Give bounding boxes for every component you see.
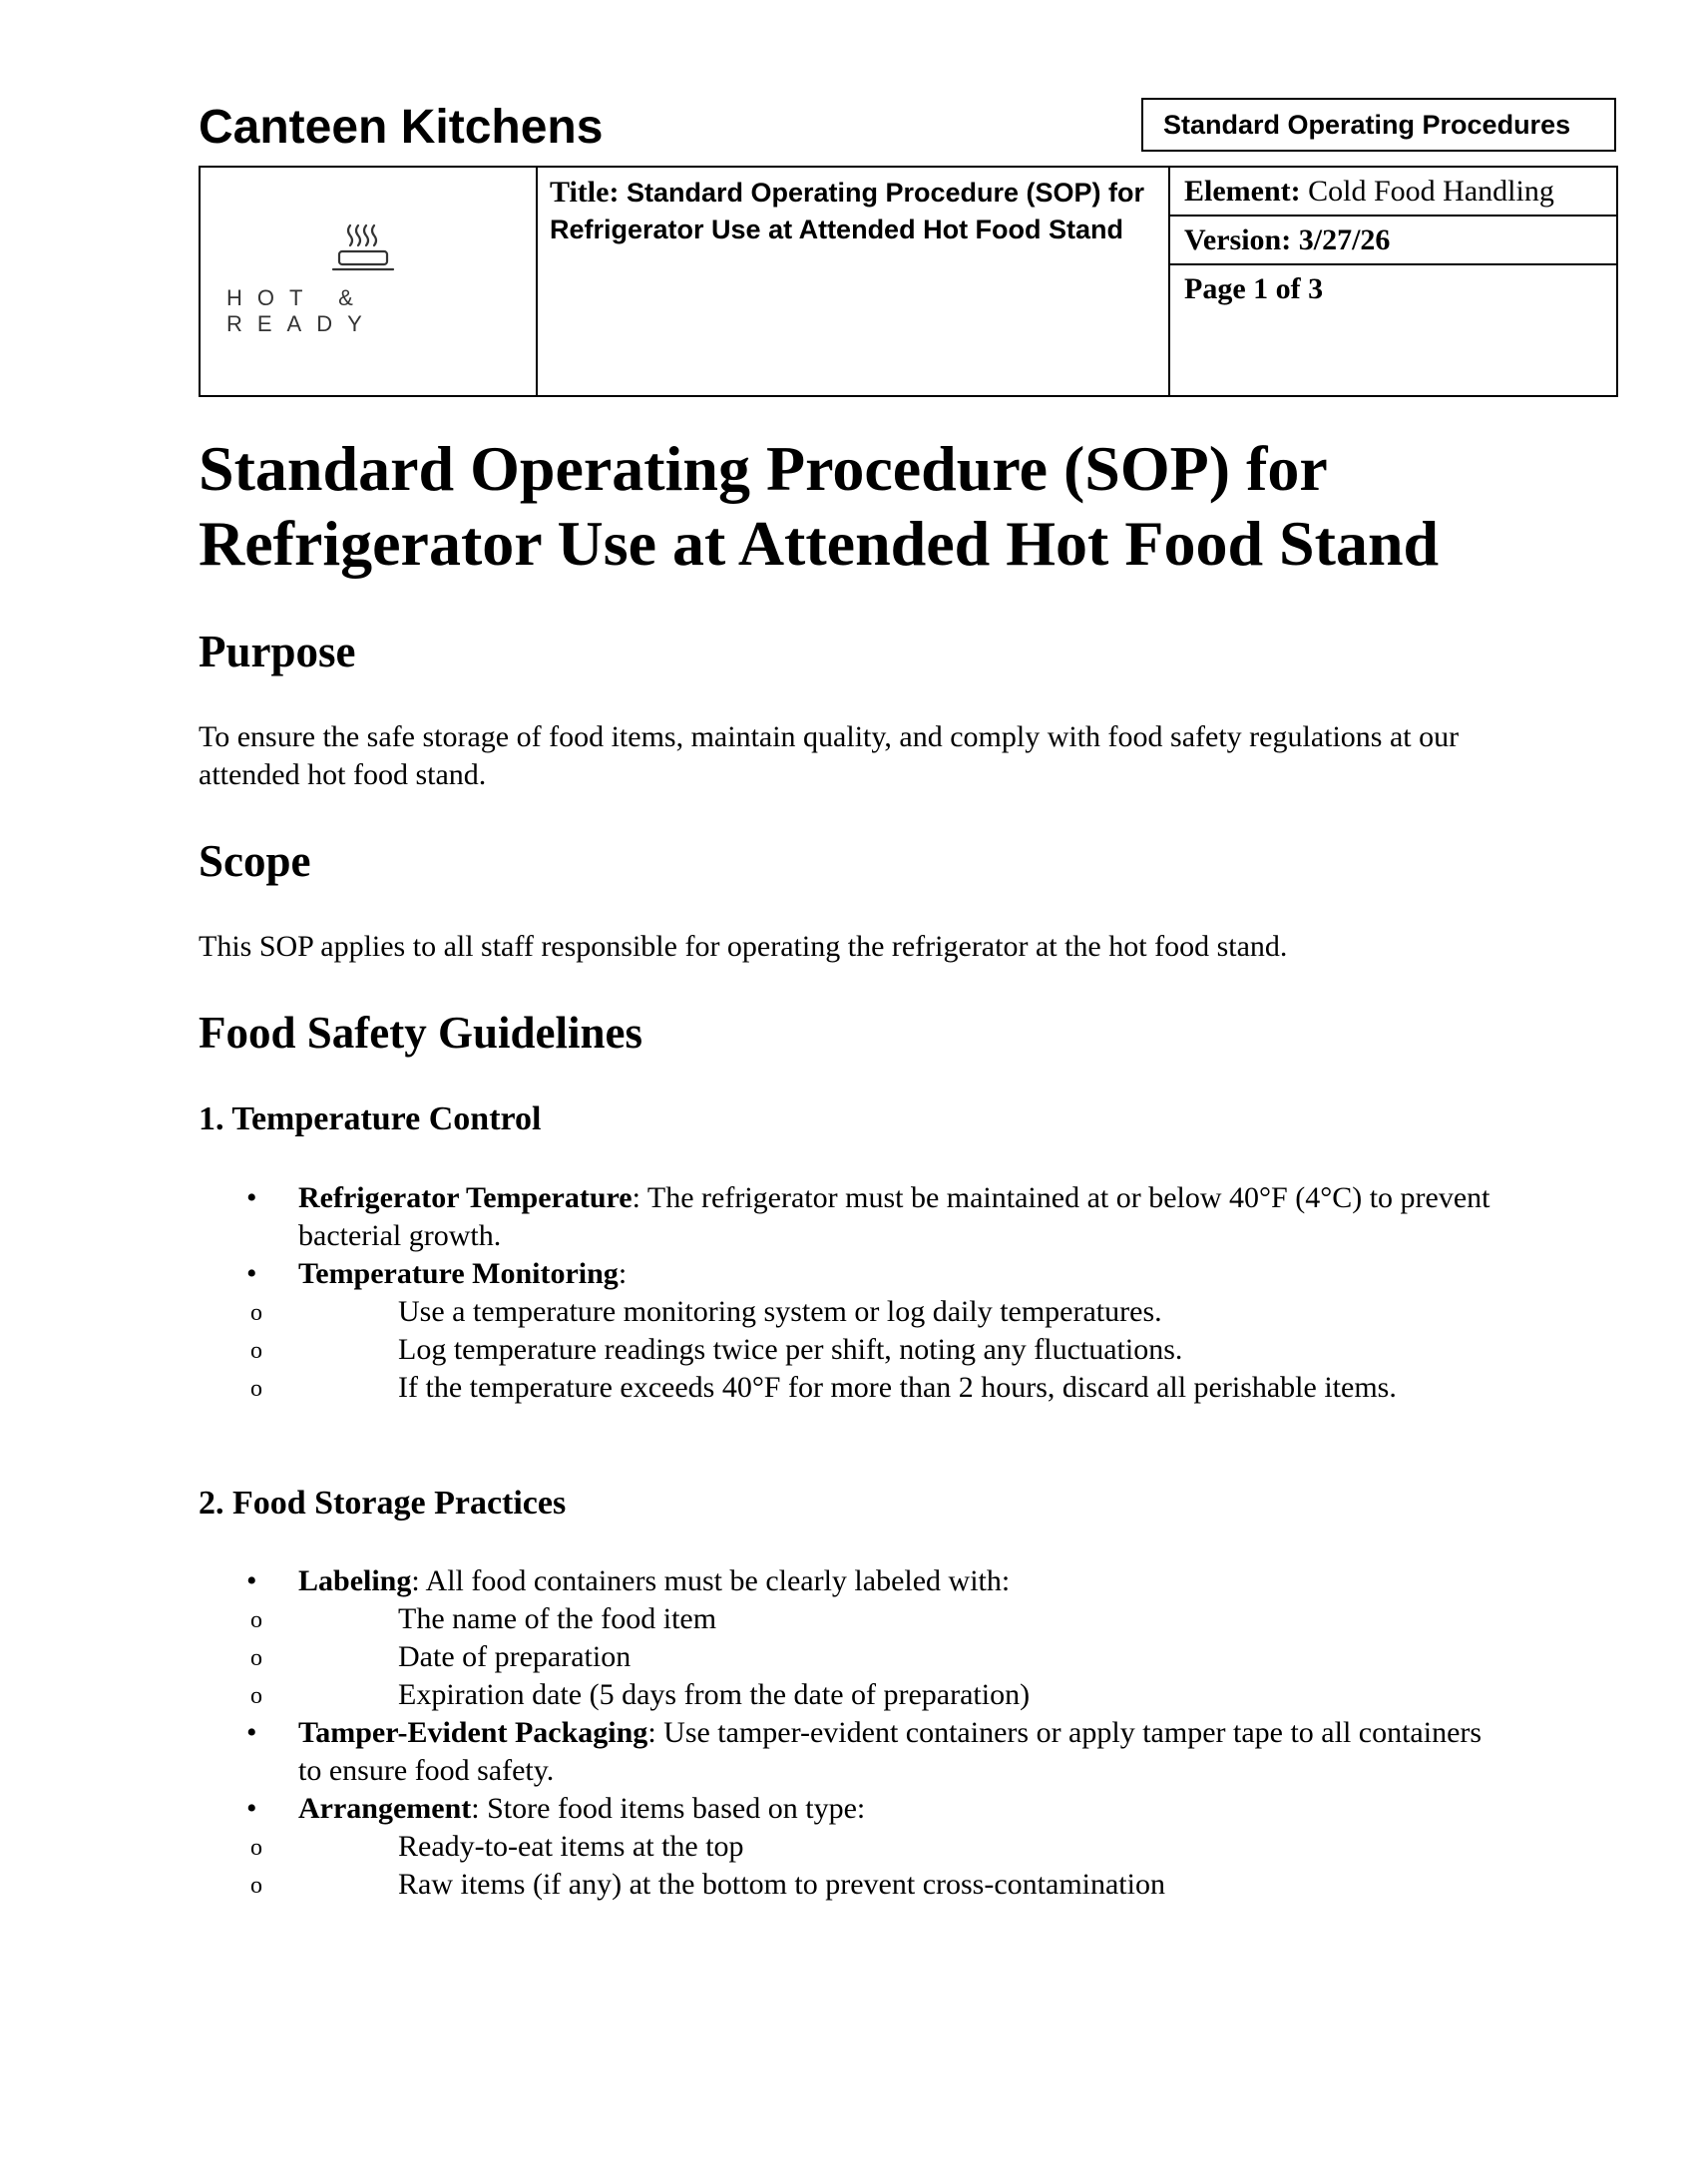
page-number: Page 1 of 3 xyxy=(1184,272,1324,305)
sub-list-item: o Use a temperature monitoring system or log daily temperatures. xyxy=(199,1293,1495,1331)
version-label: Version: xyxy=(1184,223,1292,256)
scope-text: This SOP applies to all staff responsible for operating the refrigerator at the hot food stand. xyxy=(199,930,1288,963)
sub-list-item: o Raw items (if any) at the bottom to prevent cross-contamination xyxy=(199,1866,1495,1904)
list-item xyxy=(199,1790,1495,1904)
guidelines-heading: Food Safety Guidelines xyxy=(199,1008,643,1058)
logo-text: HOT & READY xyxy=(226,285,377,336)
page-row xyxy=(1170,265,1616,314)
purpose-text: To ensure the safe storage of food items, maintain quality, and comply with food safety regulations at our attended hot food stand. xyxy=(199,720,1460,791)
item-text: : xyxy=(618,1257,628,1290)
sub-list-item: o The name of the food item xyxy=(199,1600,1495,1638)
item-label: Labeling xyxy=(298,1564,412,1597)
list-item xyxy=(199,1562,1495,1714)
element-label: Element: xyxy=(1184,175,1301,208)
document-type-label: Standard Operating Procedures xyxy=(1163,109,1571,140)
sub-list-item: o If the temperature exceeds 40°F for more than 2 hours, discard all perishable items. xyxy=(199,1369,1495,1407)
temperature-heading: 1. Temperature Control xyxy=(199,1100,542,1137)
list-item xyxy=(199,1255,1495,1407)
meta-cell xyxy=(1169,167,1617,396)
item-label: Refrigerator Temperature xyxy=(298,1181,633,1214)
logo-cell xyxy=(200,167,537,396)
item-text: : The refrigerator must be maintained at or below 40°F (4°C) to prevent bacterial growth. xyxy=(298,1181,1490,1252)
sub-list-item: o Log temperature readings twice per shift, noting any fluctuations. xyxy=(199,1331,1495,1369)
temperature-list xyxy=(199,1179,1495,1407)
steaming-dish-icon xyxy=(330,219,400,279)
title-label: Title: xyxy=(550,176,620,209)
sub-list-item: o Date of preparation xyxy=(199,1638,1495,1676)
version-row xyxy=(1170,217,1616,265)
title-value: Standard Operating Procedure (SOP) for Refrigerator Use at Attended Hot Food Stand xyxy=(550,178,1145,244)
purpose-heading: Purpose xyxy=(199,627,356,676)
storage-heading: 2. Food Storage Practices xyxy=(199,1485,567,1522)
element-row xyxy=(1170,168,1616,217)
element-value: Cold Food Handling xyxy=(1308,175,1554,208)
item-text: : All food containers must be clearly labeled with: xyxy=(411,1564,1011,1597)
item-text: : Use tamper-evident containers or apply tamper tape to all containers to ensure food safety. xyxy=(298,1716,1483,1787)
title-cell xyxy=(537,167,1169,396)
company-name: Canteen Kitchens xyxy=(199,101,604,154)
header-table xyxy=(199,166,1618,397)
document-type-box xyxy=(1141,98,1616,152)
item-label: Temperature Monitoring xyxy=(298,1257,619,1290)
sub-list-item: o Ready-to-eat items at the top xyxy=(199,1828,1495,1866)
item-label: Tamper-Evident Packaging xyxy=(298,1716,648,1749)
list-item xyxy=(199,1179,1495,1255)
storage-list xyxy=(199,1562,1495,1904)
sub-list-item: o Expiration date (5 days from the date of preparation) xyxy=(199,1676,1495,1714)
item-text: : Store food items based on type: xyxy=(471,1792,866,1825)
version-value: 3/27/26 xyxy=(1298,223,1391,256)
document-title: Standard Operating Procedure (SOP) for Refrigerator Use at Attended Hot Food Stand xyxy=(199,433,1440,579)
item-label: Arrangement xyxy=(298,1792,472,1825)
scope-heading: Scope xyxy=(199,836,311,886)
list-item xyxy=(199,1714,1495,1790)
